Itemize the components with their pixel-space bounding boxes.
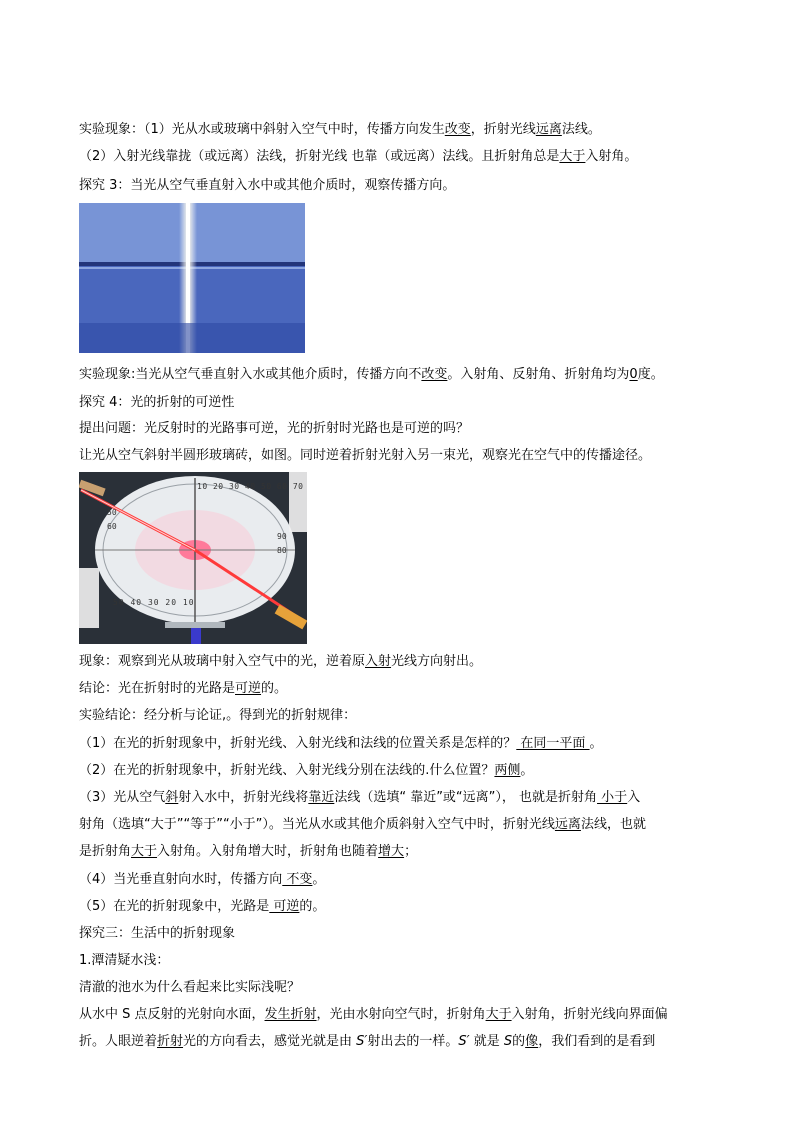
text-line-18: 探究三：生活中的折射现象	[79, 926, 236, 941]
text-line-10: 实验结论：经分析与论证,。得到光的折射规律：	[79, 708, 357, 723]
text-line-3: 探究 3：当光从空气垂直射入水中或其他介质时，观察传播方向。	[79, 178, 456, 193]
text-line-4: 实验现象:当光从空气垂直射入水或其他介质时，传播方向不改变。入射角、反射角、折射角均为0度。	[79, 367, 664, 382]
protractor-bottom-labels: 50 40 30 20 10	[113, 598, 195, 607]
text-line-20: 清澈的池水为什么看起来比实际浅呢？	[79, 980, 301, 995]
text-line-22: 折。人眼逆着折射光的方向看去，感觉光就是由 S′射出去的一样。S′ 就是 S的像，我们看到的是看到	[79, 1034, 656, 1049]
text-line-14: 射角（选填“大于”“等于”“小于”）。当光从水或其他介质斜射入空气中时，折射光线远离法线，也就	[79, 817, 646, 832]
text-line-13: （3）光从空气斜射入水中，折射光线将靠近法线（选填“ 靠近”或“远离”）， 也就是折射角 小于入	[79, 790, 641, 805]
text-line-7: 让光从空气斜射半圆形玻璃砖，如图。同时逆着折射光射入另一束光，观察光在空气中的传播途径。	[79, 448, 652, 463]
photo-vertical-beam	[79, 203, 305, 353]
text-line-6: 提出问题：光反射时的光路事可逆，光的折射时光路也是可逆的吗？	[79, 421, 470, 436]
text-line-12: （2）在光的折射现象中，折射光线、入射光线分别在法线的.什么位置？两侧。	[79, 763, 534, 778]
protractor-right-labels: 90 80	[277, 532, 287, 555]
text-line-5: 探究 4：光的折射的可逆性	[79, 395, 235, 410]
text-line-16: （4）当光垂直射向水时，传播方向 不变。	[79, 872, 326, 887]
protractor-top-labels: 10 20 30 40 50 60 70	[197, 482, 304, 491]
text-line-15: 是折射角大于入射角。入射角增大时，折射角也随着增大；	[79, 844, 418, 859]
text-line-11: （1）在光的折射现象中，折射光线、入射光线和法线的位置关系是怎样的？ 在同一平面 。	[79, 736, 603, 751]
protractor-left-labels: 50 60	[107, 508, 117, 531]
text-line-1: 实验现象：（1）光从水或玻璃中斜射入空气中时，传播方向发生改变，折射光线远离法线。	[79, 122, 601, 137]
text-line-2: （2）入射光线靠拢（或远离）法线，折射光线 也靠（或远离）法线。且折射角总是大于入射角。	[79, 149, 638, 164]
text-line-19: 1.潭清疑水浅：	[79, 953, 170, 968]
photo-refraction-protractor	[79, 472, 307, 644]
text-line-8: 现象：观察到光从玻璃中射入空气中的光，逆着原入射光线方向射出。	[79, 654, 483, 669]
text-line-9: 结论：光在折射时的光路是可逆的。	[79, 681, 288, 696]
text-line-21: 从水中 S 点反射的光射向水面，发生折射，光由水射向空气时，折射角大于入射角，折射光线向界面偏	[79, 1007, 668, 1022]
text-line-17: （5）在光的折射现象中，光路是 可逆的。	[79, 899, 326, 914]
